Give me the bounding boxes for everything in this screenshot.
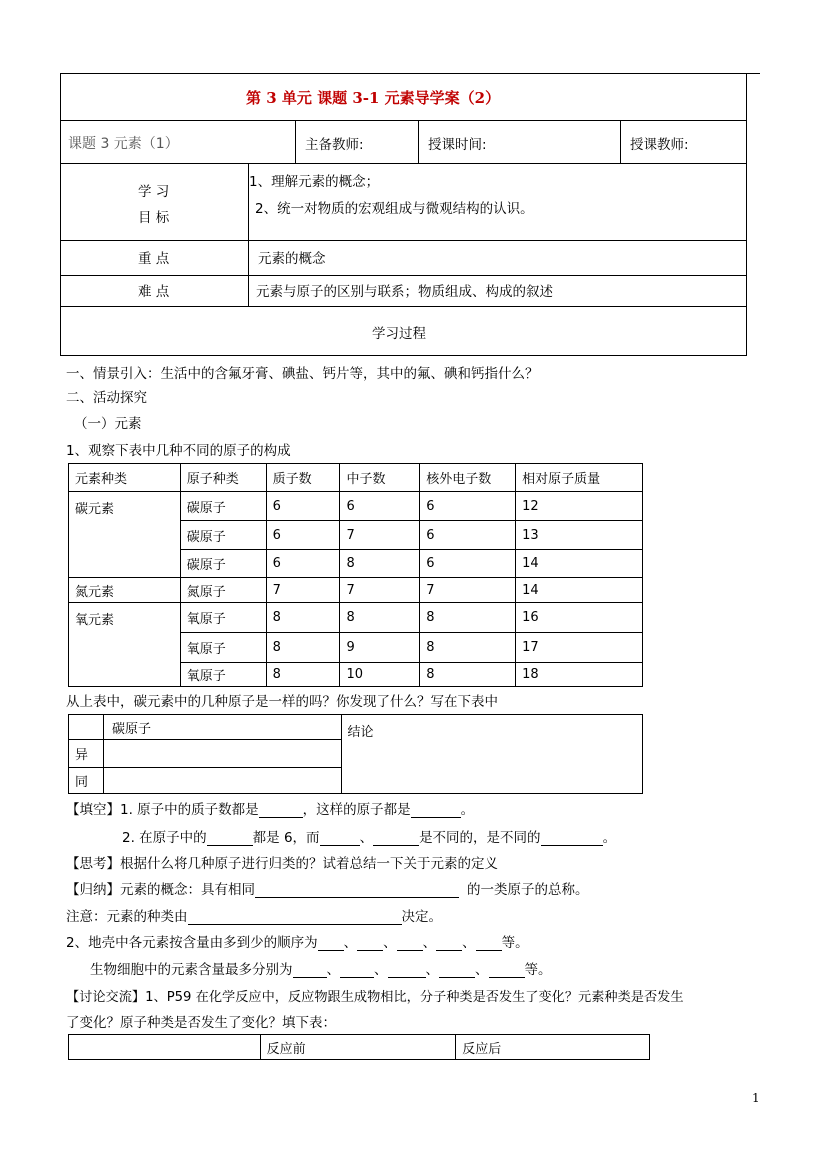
sep: 、 <box>462 935 476 951</box>
explore-heading: 二、活动探究 <box>66 390 147 406</box>
fill1-text-b: ，这样的原子都是 <box>302 802 411 818</box>
sep: 、 <box>326 962 340 978</box>
frame-h3 <box>60 240 747 241</box>
top-rule <box>60 73 760 74</box>
oxygen-element-cell: 氧元素 <box>69 603 181 687</box>
fill-line-2 <box>122 830 616 846</box>
bio-blank-4[interactable] <box>439 963 475 978</box>
reaction-header-before: 反应前 <box>260 1035 456 1060</box>
fill2-text-a: 2. 在原子中的 <box>122 830 207 846</box>
compare-corner <box>69 715 104 740</box>
header-electrons: 核外电子数 <box>420 464 516 492</box>
compare-header-conclusion: 结论 <box>341 715 642 794</box>
table-cell: 6 <box>420 492 516 521</box>
think-text: 【思考】根据什么将几种原子进行归类的？试着总结一下关于元素的定义 <box>66 856 498 872</box>
table-cell: 氧原子 <box>180 633 266 663</box>
intro-text: 一、情景引入：生活中的含氟牙膏、碘盐、钙片等，其中的氟、碘和钙指什么？ <box>66 366 539 382</box>
table-cell: 12 <box>516 492 643 521</box>
bio-blank-2[interactable] <box>340 963 374 978</box>
table-cell: 13 <box>516 521 643 550</box>
table-cell: 6 <box>420 550 516 578</box>
page-title: 第 3 单元 课题 3-1 元素导学案（2） <box>246 89 501 107</box>
atom-table <box>68 463 643 687</box>
reaction-corner <box>69 1035 261 1060</box>
frame-v-main <box>418 120 419 163</box>
crust-blank-5[interactable] <box>476 936 502 951</box>
goal-item-1: 1、理解元素的概念； <box>249 174 380 190</box>
table-cell: 17 <box>516 633 643 663</box>
key-point-text: 元素的概念 <box>258 251 326 267</box>
discuss-line-1: 【讨论交流】1、P59 在化学反应中，反应物跟生成物相比，分子种类是否发生了变化？元素种类是否发生 <box>66 990 684 1005</box>
question-text: 从上表中，碳元素中的几种原子是一样的吗？你发现了什么？写在下表中 <box>66 694 498 710</box>
crust-end: 等。 <box>501 935 529 951</box>
note-text-b: 决定。 <box>401 909 442 925</box>
fill2-text-b: 都是 6，而 <box>252 830 320 846</box>
fill2-blank-1[interactable] <box>207 831 253 846</box>
key-point-label: 重 点 <box>138 251 170 267</box>
header-relative-mass: 相对原子质量 <box>516 464 643 492</box>
section-element: （一）元素 <box>74 416 142 432</box>
frame-h2 <box>60 163 747 164</box>
sep: 、 <box>374 962 388 978</box>
process-title: 学习过程 <box>372 326 426 342</box>
table-cell: 6 <box>266 550 340 578</box>
nitrogen-element-cell: 氮元素 <box>69 578 181 603</box>
table-cell: 8 <box>340 550 420 578</box>
difficulty-label: 难 点 <box>138 284 170 300</box>
table-cell: 碳原子 <box>180 492 266 521</box>
fill2-blank-2[interactable] <box>320 831 360 846</box>
header-element-type: 元素种类 <box>69 464 181 492</box>
frame-h4 <box>60 275 747 276</box>
frame-right <box>746 73 747 356</box>
compare-table <box>68 714 643 794</box>
table-cell: 14 <box>516 550 643 578</box>
sep: 、 <box>475 962 489 978</box>
table-cell: 6 <box>266 492 340 521</box>
summary-line <box>66 882 589 898</box>
table-cell: 氮原子 <box>180 578 266 603</box>
table-cell: 10 <box>340 663 420 687</box>
table-cell: 8 <box>266 663 340 687</box>
table-cell: 氧原子 <box>180 663 266 687</box>
fill2-text-e: 。 <box>602 830 617 846</box>
compare-input-diff[interactable] <box>103 740 341 768</box>
frame-v-topic <box>295 120 296 163</box>
table-cell: 氧原子 <box>180 603 266 633</box>
goals-label-1: 学 习 <box>138 184 170 200</box>
fill-line-1 <box>66 802 474 818</box>
compare-row-same: 同 <box>69 768 104 794</box>
crust-blank-2[interactable] <box>357 936 383 951</box>
discuss-line-2: 了变化？原子种类是否发生了变化？填下表： <box>66 1015 336 1031</box>
compare-input-same[interactable] <box>103 768 341 794</box>
note-line <box>66 909 442 925</box>
header-protons: 质子数 <box>266 464 340 492</box>
sep: 、 <box>383 935 397 951</box>
reaction-header-after: 反应后 <box>456 1035 650 1060</box>
sep: 、 <box>425 962 439 978</box>
summary-blank[interactable] <box>255 883 459 898</box>
fill-label: 【填空】 <box>66 802 120 818</box>
frame-h5 <box>60 306 747 307</box>
fill1-blank-2[interactable] <box>411 803 461 818</box>
summary-text-b: 的一类原子的总称。 <box>467 882 589 898</box>
fill1-text-a: 1. 原子中的质子数都是 <box>120 802 259 818</box>
bio-text: 生物细胞中的元素含量最多分别为 <box>90 962 293 978</box>
fill2-blank-3[interactable] <box>373 831 419 846</box>
main-teacher-label: 主备教师: <box>305 137 364 153</box>
table-cell: 6 <box>340 492 420 521</box>
bio-blank-5[interactable] <box>489 963 525 978</box>
crust-blank-4[interactable] <box>436 936 462 951</box>
reaction-table <box>68 1034 650 1060</box>
table-cell: 8 <box>266 633 340 663</box>
crust-blank-3[interactable] <box>397 936 423 951</box>
table-cell: 7 <box>340 578 420 603</box>
frame-h1 <box>60 120 747 121</box>
header-neutrons: 中子数 <box>340 464 420 492</box>
table-cell: 9 <box>340 633 420 663</box>
teach-time-label: 授课时间: <box>428 137 487 153</box>
fill1-blank-1[interactable] <box>259 803 303 818</box>
table-cell: 8 <box>420 663 516 687</box>
table-cell: 16 <box>516 603 643 633</box>
bio-line <box>90 962 552 978</box>
carbon-element-cell: 碳元素 <box>69 492 181 578</box>
fill2-text-d: 是不同的，是不同的 <box>419 830 541 846</box>
crust-blank-1[interactable] <box>318 936 344 951</box>
frame-left <box>60 73 61 356</box>
summary-text-a: 【归纳】元素的概念：具有相同 <box>66 882 255 898</box>
frame-v-time <box>620 120 621 163</box>
table-cell: 7 <box>420 578 516 603</box>
bio-blank-3[interactable] <box>388 963 426 978</box>
crust-line <box>66 935 529 951</box>
compare-header-carbon: 碳原子 <box>103 715 341 740</box>
table-cell: 8 <box>420 603 516 633</box>
fill2-blank-4[interactable] <box>541 831 603 846</box>
topic-label: 课题 3 元素（1） <box>68 136 179 152</box>
note-blank[interactable] <box>188 910 402 925</box>
fill1-text-c: 。 <box>460 802 475 818</box>
table-cell: 7 <box>340 521 420 550</box>
table-cell: 6 <box>420 521 516 550</box>
page-number: 1 <box>752 1091 760 1105</box>
sep: 、 <box>343 935 358 951</box>
table-cell: 碳原子 <box>180 521 266 550</box>
note-text-a: 注意：元素的种类由 <box>66 909 188 925</box>
sep: 、 <box>422 935 437 951</box>
crust-text: 2、地壳中各元素按含量由多到少的顺序为 <box>66 935 318 951</box>
bio-blank-1[interactable] <box>293 963 327 978</box>
fill2-text-c: 、 <box>359 830 374 846</box>
difficulty-text: 元素与原子的区别与联系；物质组成、构成的叙述 <box>256 284 553 300</box>
frame-h6 <box>60 355 747 356</box>
table-cell: 8 <box>266 603 340 633</box>
goal-item-2: 2、统一对物质的宏观组成与微观结构的认识。 <box>255 201 534 217</box>
table-cell: 8 <box>420 633 516 663</box>
goals-label-2: 目 标 <box>138 210 170 226</box>
observe-text: 1、观察下表中几种不同的原子的构成 <box>66 443 291 459</box>
table-cell: 18 <box>516 663 643 687</box>
table-cell: 14 <box>516 578 643 603</box>
table-cell: 碳原子 <box>180 550 266 578</box>
teach-teacher-label: 授课教师: <box>630 137 689 153</box>
header-atom-type: 原子种类 <box>180 464 266 492</box>
table-cell: 7 <box>266 578 340 603</box>
table-cell: 8 <box>340 603 420 633</box>
bio-end: 等。 <box>524 962 552 978</box>
table-cell: 6 <box>266 521 340 550</box>
compare-row-diff: 异 <box>69 740 104 768</box>
